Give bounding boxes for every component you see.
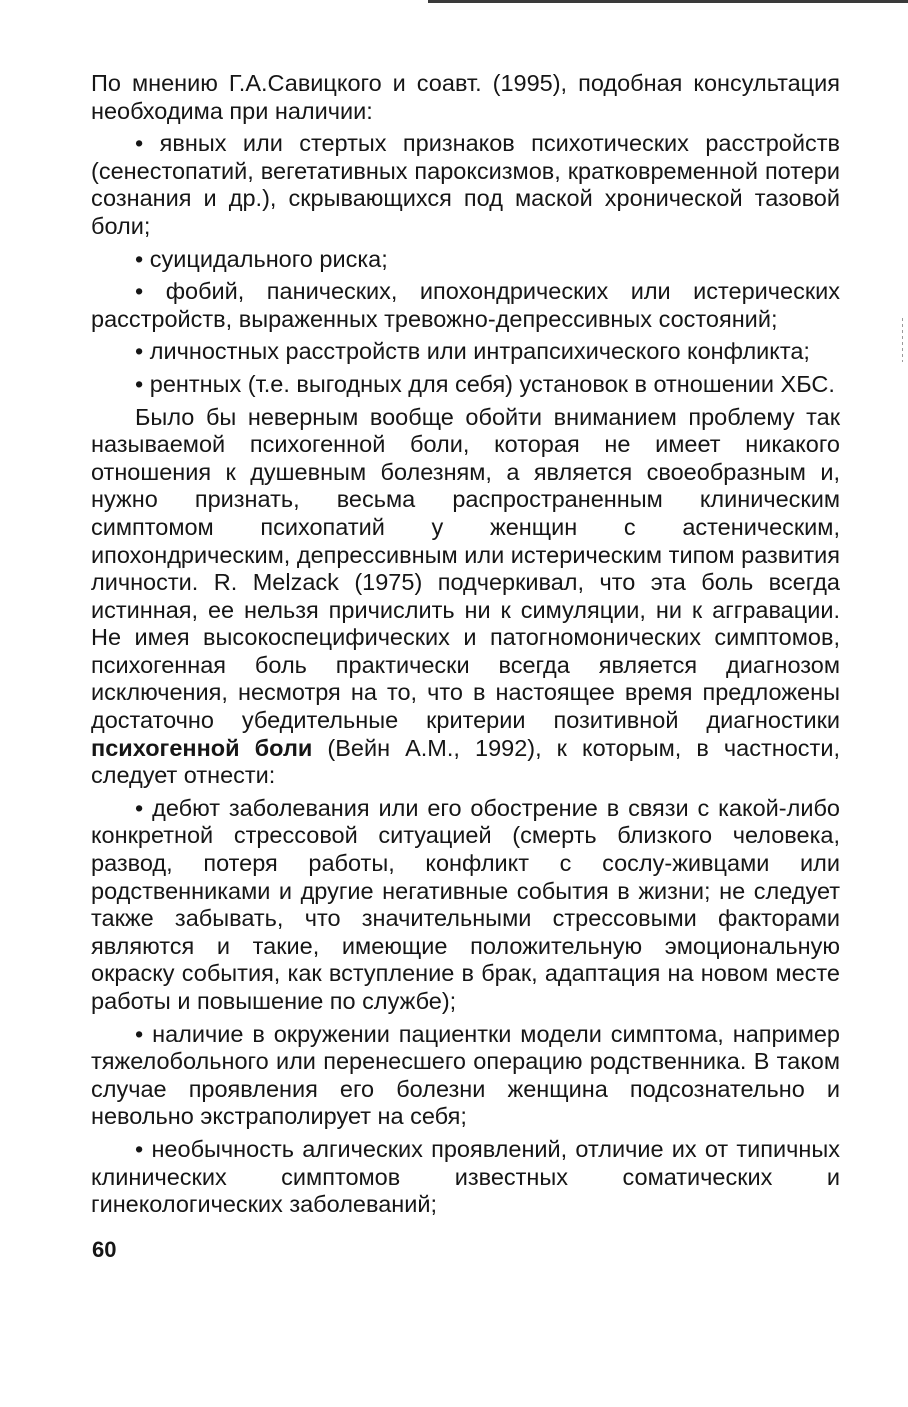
intro-paragraph: По мнению Г.А.Савицкого и соавт. (1995), подобная консультация необходима при наличии: (91, 70, 840, 124)
list-item-symptom-model: • наличие в окружении пациентки модели симптома, например тяжелобольного или перенесшего операцию родственника. В таком случае проявления его болезни женщина подсознательно и невольно экстраполирует на себя; (91, 1020, 840, 1130)
list-item-disease-onset: • дебют заболевания или его обострение в связи с какой-либо конкретной стрессовой ситуацией (смерть близкого человека, развод, потеря работы, конфликт с сослу-живцами или родственниками и другие негативные события в жизни; не следует также забывать, что значительными стрессовыми факторами являются и такие, имеющие положительную эмоциональную окраску события, как вступление в брак, адаптация на новом месте работы и повышение по службе); (91, 794, 840, 1014)
list-item-phobias: • фобий, панических, ипохондрических или истерических расстройств, выраженных тревожно-депрессивных состояний; (91, 278, 840, 332)
psychogenic-pain-paragraph (91, 404, 840, 790)
bold-term: психогенной боли (91, 734, 313, 761)
list-item-rent-attitudes: • рентных (т.е. выгодных для себя) установок в отношении ХБС. (135, 370, 835, 397)
page-number: 60 (92, 1237, 117, 1262)
top-edge-rule (428, 0, 908, 3)
list-item-personality-disorders: • личностных расстройств или интрапсихического конфликта; (135, 338, 810, 365)
page-text (91, 70, 840, 1219)
scan-edge-mark (902, 318, 903, 362)
list-item-unusual-manifestations: • необычность алгических проявлений, отличие их от типичных клинических симптомов известных соматических и гинекологических заболеваний; (91, 1135, 840, 1218)
paragraph-text-start: Было бы неверным вообще обойти вниманием проблему так называемой психогенной боли, которая не имеет никакого отношения к душевным болезням, а является своеобразным и, нужно признать, весьма распространенным клиническим симптомом психопатий у женщин с астеническим, ипохондрическим, депрессивным или истерическим типом развития личности. R. Melzack (1975) подчеркивал, что эта боль всегда истинная, ее нельзя причислить ни к симуляции, ни к аггравации. Не имея высокоспецифических и патогномонических симптомов, психогенная боль практически всегда является диагнозом исключения, несмотря на то, что в настоящее время предложены достаточно убедительные критерии позитивной диагностики (91, 403, 840, 734)
paragraph-text-end: (Вейн А.М., 1992), к которым, в частности, следует отнести: (91, 734, 840, 789)
list-item-suicide-risk: • суицидального риска; (135, 245, 388, 272)
list-item-psychotic-disorders: • явных или стертых признаков психотических расстройств (сенестопатий, вегетативных пароксизмов, кратковременной потери сознания и др.), скрывающихся под маской хронической тазовой боли; (91, 130, 840, 239)
